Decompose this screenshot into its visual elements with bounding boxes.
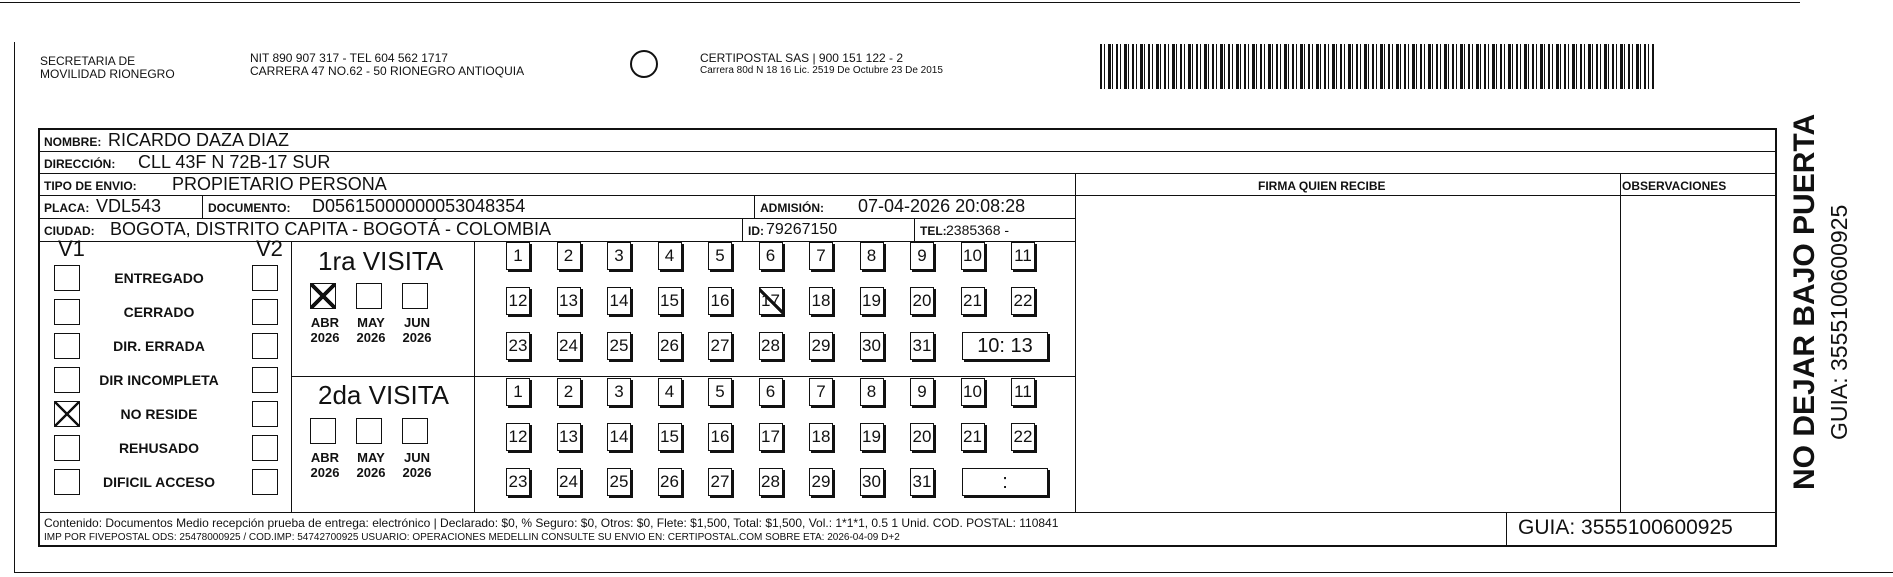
left-rule	[14, 42, 15, 572]
status-label: NO RESIDE	[120, 406, 198, 422]
status-label: REHUSADO	[118, 440, 200, 456]
footer-imp: IMP POR FIVEPOSTAL ODS: 25478000925 / COD.IMP: 54742700925 USUARIO: OPERACIONES MEDELLIN CONSULTE SU ENVIO EN: CERTIPOSTAL.COM SOBRE ETA: 2026-04-09 D+2	[44, 532, 900, 543]
nombre-value: RICARDO DAZA DIAZ	[108, 130, 290, 150]
day-box[interactable]: 2	[557, 378, 581, 406]
day-box[interactable]: 15	[658, 287, 682, 315]
v2-label: V2	[256, 236, 283, 261]
status-label: CERRADO	[123, 304, 195, 320]
time-box[interactable]: 10: 13	[962, 332, 1048, 360]
footer-guia: GUIA: 3555100600925	[1518, 516, 1733, 539]
v2-checkbox[interactable]	[252, 469, 278, 495]
month-checkbox[interactable]	[402, 283, 428, 309]
bottom-rule	[14, 572, 1893, 573]
visit1-title: 1ra VISITA	[318, 246, 444, 276]
v1-checkbox[interactable]	[54, 367, 80, 393]
day-box[interactable]: 28	[759, 468, 783, 496]
footer-divider	[40, 512, 1775, 513]
v1-checkbox[interactable]	[54, 265, 80, 291]
day-box[interactable]: 7	[809, 378, 833, 406]
day-box[interactable]: 17	[759, 287, 783, 315]
day-box[interactable]: 26	[658, 468, 682, 496]
month-checkbox[interactable]	[402, 418, 428, 444]
day-box[interactable]: 25	[607, 332, 631, 360]
day-box[interactable]: 9	[910, 242, 934, 270]
ciudad-value: BOGOTA, DISTRITO CAPITA - BOGOTÁ - COLOMBIA	[110, 219, 552, 239]
firma-divider	[1075, 174, 1076, 512]
day-box[interactable]: 15	[658, 423, 682, 451]
day-box[interactable]: 14	[607, 423, 631, 451]
direccion-value: CLL 43F N 72B-17 SUR	[138, 152, 331, 172]
tel-value: 2385368 -	[946, 222, 1010, 238]
row-ciudad: CIUDAD: BOGOTA, DISTRITO CAPITA - BOGOTÁ - COLOMBIA ID: 79267150 TEL: 2385368 -	[40, 219, 1075, 242]
secretaria-name: SECRETARIA DE MOVILIDAD RIONEGRO	[40, 54, 175, 81]
day-box[interactable]: 18	[809, 423, 833, 451]
day-box[interactable]: 27	[708, 468, 732, 496]
day-box[interactable]: 14	[607, 287, 631, 315]
observaciones-label: OBSERVACIONES	[1622, 179, 1727, 193]
day-box[interactable]: 21	[961, 287, 985, 315]
certipostal-logo-icon	[630, 50, 658, 78]
day-box[interactable]: 26	[658, 332, 682, 360]
day-box[interactable]: 9	[910, 378, 934, 406]
day-box[interactable]: 23	[506, 468, 530, 496]
time-box[interactable]: :	[962, 468, 1048, 496]
day-box[interactable]: 1	[506, 378, 530, 406]
day-box[interactable]: 29	[809, 468, 833, 496]
day-box[interactable]: 18	[809, 287, 833, 315]
month-label: JUN 2026	[402, 450, 432, 480]
v1-checkbox[interactable]	[54, 435, 80, 461]
v2-checkbox[interactable]	[252, 299, 278, 325]
day-box[interactable]: 2	[557, 242, 581, 270]
day-box[interactable]: 29	[809, 332, 833, 360]
day-box[interactable]: 16	[708, 423, 732, 451]
v1-checkbox[interactable]	[54, 333, 80, 359]
day-box[interactable]: 12	[506, 287, 530, 315]
day-box[interactable]: 10	[961, 378, 985, 406]
month-checkbox[interactable]	[310, 418, 336, 444]
v1-label: V1	[58, 236, 85, 261]
day-box[interactable]: 13	[557, 423, 581, 451]
documento-value: D05615000000053048354	[312, 196, 526, 216]
footer-content: Contenido: Documentos Medio recepción prueba de entrega: electrónico | Declarado: $0, % Seguro: $0, Otros: $0, Flete: $1,500, Total: $1,500, Vol.: 1*1*1, 0.5 1 Unid. COD. POSTAL: 110841	[44, 516, 1059, 530]
visit2-title: 2da VISITA	[318, 380, 450, 410]
day-box[interactable]: 25	[607, 468, 631, 496]
month-label: ABR 2026	[310, 450, 340, 480]
id-value: 79267150	[766, 221, 838, 238]
day-box[interactable]: 27	[708, 332, 732, 360]
v2-checkbox[interactable]	[252, 333, 278, 359]
status-label: DIR INCOMPLETA	[99, 372, 219, 388]
day-box[interactable]: 4	[658, 242, 682, 270]
month-label: MAY 2026	[356, 315, 386, 345]
day-box[interactable]: 21	[961, 423, 985, 451]
month-label: JUN 2026	[402, 315, 432, 345]
month-checkbox[interactable]	[356, 283, 382, 309]
day-box[interactable]: 24	[557, 468, 581, 496]
day-box[interactable]: 13	[557, 287, 581, 315]
day-box[interactable]: 6	[759, 378, 783, 406]
day-box[interactable]: 30	[860, 332, 884, 360]
day-box[interactable]: 16	[708, 287, 732, 315]
day-box[interactable]: 22	[1011, 423, 1035, 451]
month-label: ABR 2026	[310, 315, 340, 345]
admision-value: 07-04-2026 20:08:28	[858, 196, 1026, 216]
day-box[interactable]: 31	[910, 468, 934, 496]
status-label: DIFICIL ACCESO	[102, 474, 215, 490]
day-box[interactable]: 12	[506, 423, 530, 451]
firma-label: FIRMA QUIEN RECIBE	[1258, 179, 1386, 193]
month-checkbox[interactable]	[356, 418, 382, 444]
tipo-value: PROPIETARIO PERSONA	[172, 174, 387, 194]
row-tipo: TIPO DE ENVIO: PROPIETARIO PERSONA FIRMA QUIEN RECIBE OBSERVACIONES	[40, 174, 1775, 196]
v1-checkbox[interactable]	[54, 401, 80, 427]
row-placa: PLACA: VDL543 DOCUMENTO: D05615000000053048354 ADMISIÓN: 07-04-2026 20:08:28	[40, 196, 1075, 219]
day-box[interactable]: 8	[860, 378, 884, 406]
day-box[interactable]: 30	[860, 468, 884, 496]
day-box[interactable]: 28	[759, 332, 783, 360]
top-rule	[0, 2, 1800, 3]
day-box[interactable]: 23	[506, 332, 530, 360]
day-box[interactable]: 5	[708, 378, 732, 406]
barcode	[1100, 44, 1654, 89]
status-label: DIR. ERRADA	[113, 338, 205, 354]
day-box[interactable]: 20	[910, 287, 934, 315]
certipostal-info: CERTIPOSTAL SAS | 900 151 122 - 2 Carrera 80d N 18 16 Lic. 2519 De Octubre 23 De 2015	[700, 51, 943, 76]
day-box[interactable]: 3	[607, 242, 631, 270]
obs-divider	[1620, 174, 1621, 512]
v2-checkbox[interactable]	[252, 265, 278, 291]
day-box[interactable]: 6	[759, 242, 783, 270]
day-box[interactable]: 10	[961, 242, 985, 270]
day-box[interactable]: 19	[860, 287, 884, 315]
day-box[interactable]: 17	[759, 423, 783, 451]
delivery-form	[38, 128, 1777, 547]
day-box[interactable]: 11	[1011, 378, 1035, 406]
day-box[interactable]: 22	[1011, 287, 1035, 315]
side-guia: GUIA: 3555100600925	[1826, 204, 1852, 440]
secretaria-contact: NIT 890 907 317 - TEL 604 562 1717 CARRERA 47 NO.62 - 50 RIONEGRO ANTIOQUIA	[250, 51, 525, 78]
month-label: MAY 2026	[356, 450, 386, 480]
day-box[interactable]: 5	[708, 242, 732, 270]
row-direccion: DIRECCIÓN: CLL 43F N 72B-17 SUR	[40, 152, 1775, 174]
v2-checkbox[interactable]	[252, 435, 278, 461]
v1-checkbox[interactable]	[54, 299, 80, 325]
day-box[interactable]: 19	[860, 423, 884, 451]
v2-checkbox[interactable]	[252, 401, 278, 427]
day-box[interactable]: 20	[910, 423, 934, 451]
day-box[interactable]: 3	[607, 378, 631, 406]
day-box[interactable]: 24	[557, 332, 581, 360]
no-dejar-text: NO DEJAR BAJO PUERTA	[1788, 113, 1821, 490]
day-box[interactable]: 11	[1011, 242, 1035, 270]
day-box[interactable]: 7	[809, 242, 833, 270]
v2-checkbox[interactable]	[252, 367, 278, 393]
day-box[interactable]: 1	[506, 242, 530, 270]
month-checkbox[interactable]	[310, 283, 336, 309]
row-nombre: NOMBRE: RICARDO DAZA DIAZ	[40, 130, 1775, 152]
day-box[interactable]: 8	[860, 242, 884, 270]
v1-checkbox[interactable]	[54, 469, 80, 495]
day-box[interactable]: 4	[658, 378, 682, 406]
placa-value: VDL543	[96, 196, 162, 216]
day-box[interactable]: 31	[910, 332, 934, 360]
status-label: ENTREGADO	[114, 270, 204, 286]
